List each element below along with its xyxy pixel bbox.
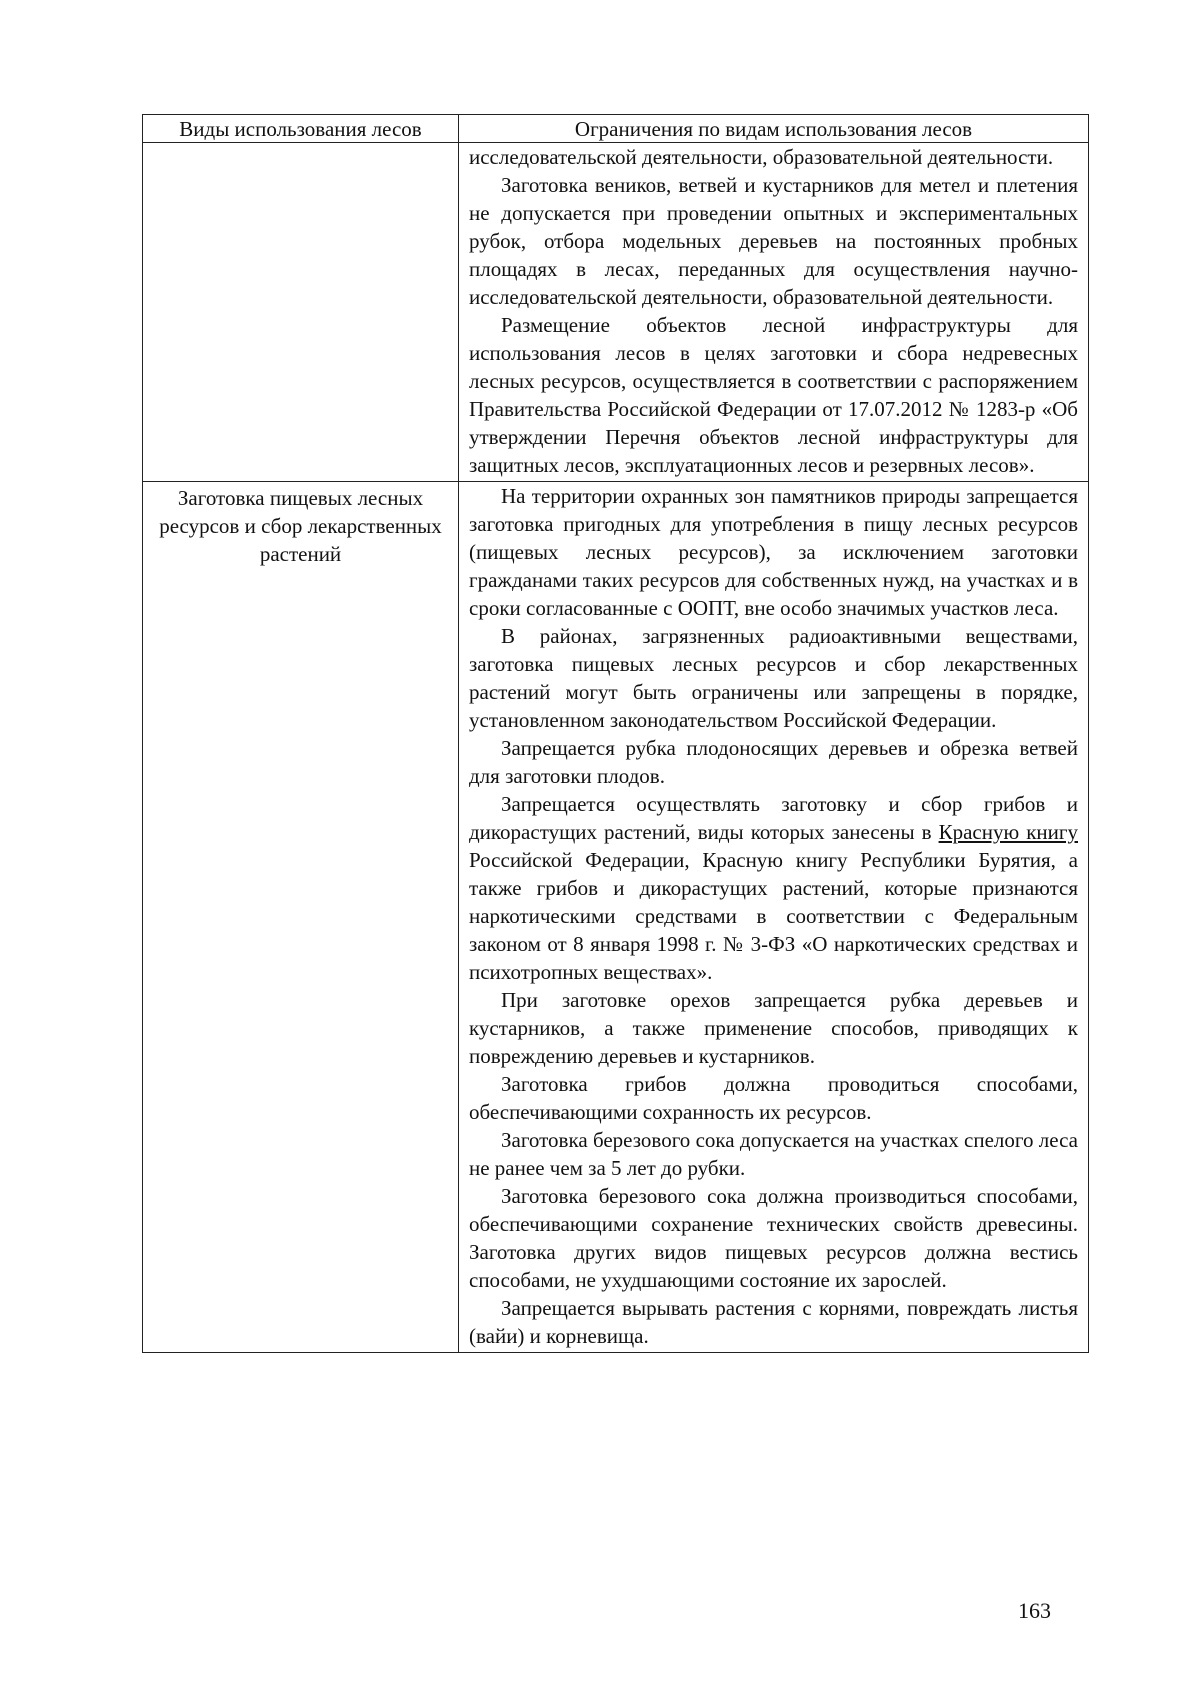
restriction-paragraph: Размещение объектов лесной инфраструктуры для использования лесов в целях заготовки и сбора недревесных лесных ресурсов, осуществляется в соответствии с распоряжением Правительства Российской Федерации от 17.07.2012 № 1283-р «Об утверждении Перечня объектов лесной инфраструктуры для защитных лесов, эксплуатационных лесов и резервных лесов».	[469, 313, 1078, 477]
restriction-text: Запрещается осуществлять заготовку и сбор грибов и дикорастущих растений, виды которых занесены в	[469, 792, 1078, 844]
forest-use-type-cell	[143, 143, 459, 482]
restriction-paragraph: Запрещается рубка плодоносящих деревьев и обрезка ветвей для заготовки плодов.	[469, 736, 1078, 788]
restriction-paragraph: Заготовка грибов должна проводиться способами, обеспечивающими сохранность их ресурсов.	[469, 1072, 1078, 1124]
restriction-paragraph: исследовательской деятельности, образовательной деятельности.	[469, 145, 1054, 169]
restriction-paragraph	[469, 790, 1078, 986]
table-header-row	[143, 115, 1089, 143]
table-row	[143, 143, 1089, 482]
column-header-restrictions: Ограничения по видам использования лесов	[459, 115, 1089, 143]
forest-use-type-cell: Заготовка пищевых лесных ресурсов и сбор лекарственных растений	[143, 482, 459, 1353]
restriction-paragraph: Заготовка березового сока допускается на участках спелого леса не ранее чем за 5 лет до рубки.	[469, 1128, 1078, 1180]
table-row	[143, 482, 1089, 1353]
restriction-paragraph: Запрещается вырывать растения с корнями, повреждать листья (вайи) и корневища.	[469, 1296, 1078, 1348]
restrictions-cell	[459, 482, 1089, 1353]
restriction-paragraph: В районах, загрязненных радиоактивными веществами, заготовка пищевых лесных ресурсов и сбор лекарственных растений могут быть ограничены или запрещены в порядке, установленном законодательством Российской Федерации.	[469, 624, 1078, 732]
restrictions-cell	[459, 143, 1089, 482]
restriction-paragraph: При заготовке орехов запрещается рубка деревьев и кустарников, а также применение способов, приводящих к повреждению деревьев и кустарников.	[469, 988, 1078, 1068]
red-book-link[interactable]: Красную книгу	[938, 820, 1078, 844]
column-header-forest-use-types: Виды использования лесов	[143, 115, 459, 143]
restriction-text: Российской Федерации, Красную книгу Республики Бурятия, а также грибов и дикорастущих растений, которые признаются наркотическими средствами в соответствии с Федеральным законом от 8 января 1998 г. № 3-ФЗ «О наркотических средствах и психотропных веществах».	[469, 848, 1078, 984]
forest-use-restrictions-table	[142, 114, 1089, 1353]
restriction-paragraph: Заготовка веников, ветвей и кустарников для метел и плетения не допускается при проведении опытных и экспериментальных рубок, отбора модельных деревьев на постоянных пробных площадях в лесах, переданных для осуществления научно-исследовательской деятельности, образовательной деятельности.	[469, 173, 1078, 309]
restriction-paragraph: Заготовка березового сока должна производиться способами, обеспечивающими сохранение технических свойств древесины. Заготовка других видов пищевых ресурсов должна вестись способами, не ухудшающими состояние их зарослей.	[469, 1184, 1078, 1292]
page-number: 163	[1018, 1598, 1051, 1623]
restriction-paragraph: На территории охранных зон памятников природы запрещается заготовка пригодных для употребления в пищу лесных ресурсов (пищевых лесных ресурсов), за исключением заготовки гражданами таких ресурсов для собственных нужд, на участках и в сроки согласованные с ООПТ, вне особо значимых участков леса.	[469, 484, 1078, 620]
